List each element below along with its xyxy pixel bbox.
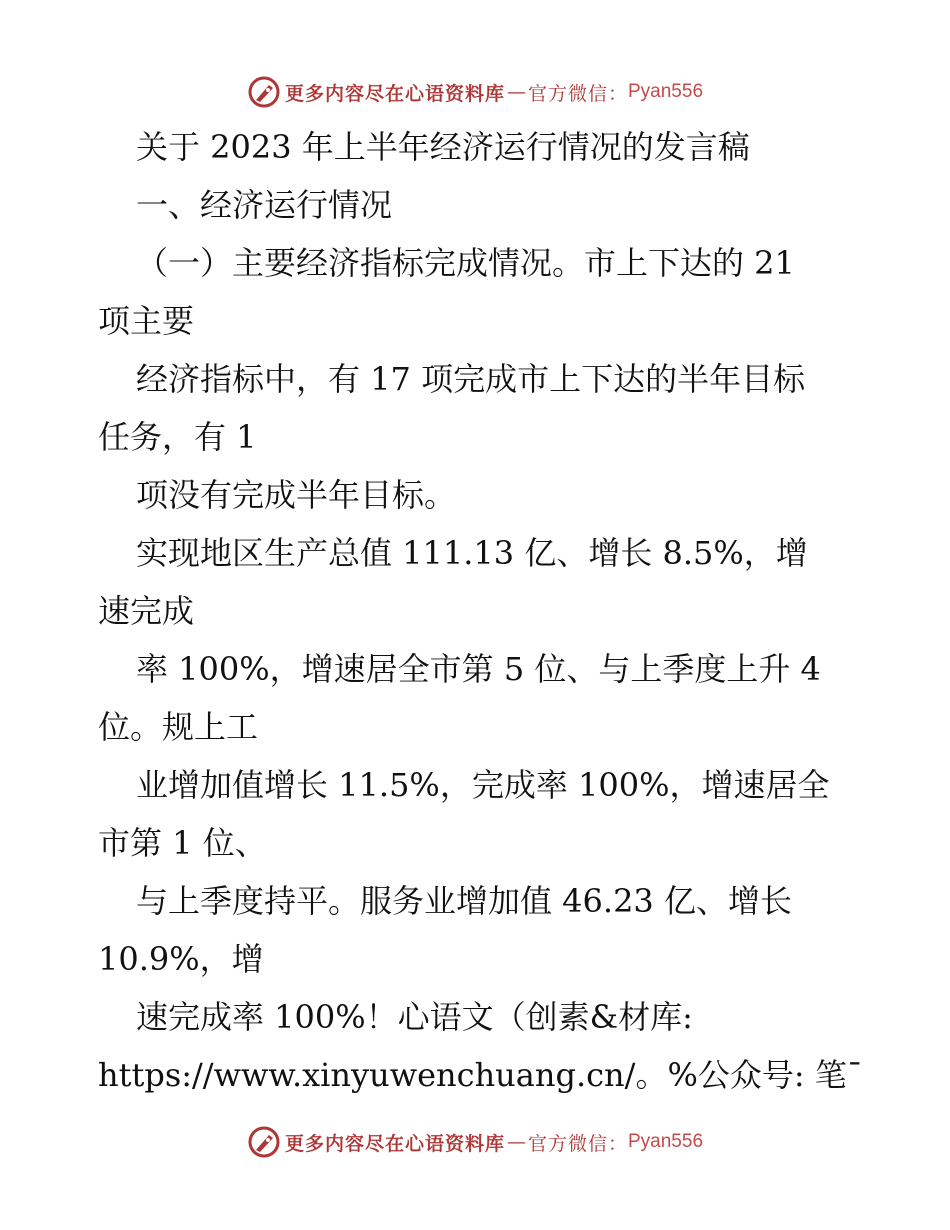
paragraph-line: 10.9%，增 xyxy=(98,940,264,978)
paragraph-line: 项主要 xyxy=(98,302,195,340)
paragraph-line: 位。规上工 xyxy=(98,708,259,746)
paragraph-line: 市第 1 位、 xyxy=(98,824,267,862)
watermark-wechat-id: Pyan556 xyxy=(628,1131,704,1152)
footer-watermark xyxy=(0,1122,950,1162)
paragraph-line: 速完成 xyxy=(98,592,195,630)
section-heading: 一、经济运行情况 xyxy=(136,186,393,224)
paragraph-line: （一）主要经济指标完成情况。市上下达的 21 xyxy=(136,244,795,282)
paragraph-line: 速完成率 100%！心语文（创素&材库: xyxy=(136,998,693,1036)
paragraph-line: 率 100%，增速居全市第 5 位、与上季度上升 4 xyxy=(136,650,821,688)
watermark-separator: — xyxy=(506,1131,526,1153)
watermark-separator: — xyxy=(506,81,526,103)
pen-logo-icon xyxy=(247,1125,281,1159)
pen-logo-icon xyxy=(247,75,281,109)
document-body xyxy=(98,118,863,1104)
paragraph-line: 经济指标中，有 17 项完成市上下达的半年目标 xyxy=(136,360,806,398)
paragraph-line: 实现地区生产总值 111.13 亿、增长 8.5%，增 xyxy=(136,534,808,572)
watermark-wechat-id: Pyan556 xyxy=(628,81,704,102)
paragraph-line: https://www.xinyuwenchuang.cn/。%公众号: 笔¯ xyxy=(98,1056,863,1094)
watermark-brand-text: 更多内容尽在心语资料库 xyxy=(284,82,505,105)
paragraph-line: 与上季度持平。服务业增加值 46.23 亿、增长 xyxy=(136,882,792,920)
paragraph-line: 项没有完成半年目标。 xyxy=(136,476,457,514)
paragraph-line: 业增加值增长 11.5%，完成率 100%，增速居全 xyxy=(136,766,830,804)
header-watermark xyxy=(0,72,950,112)
document-title: 关于 2023 年上半年经济运行情况的发言稿 xyxy=(136,128,750,166)
watermark-label: 官方微信： xyxy=(527,1132,628,1155)
watermark-brand-text: 更多内容尽在心语资料库 xyxy=(284,1132,505,1155)
paragraph-line: 任务，有 1 xyxy=(98,418,257,456)
watermark-label: 官方微信： xyxy=(527,82,628,105)
